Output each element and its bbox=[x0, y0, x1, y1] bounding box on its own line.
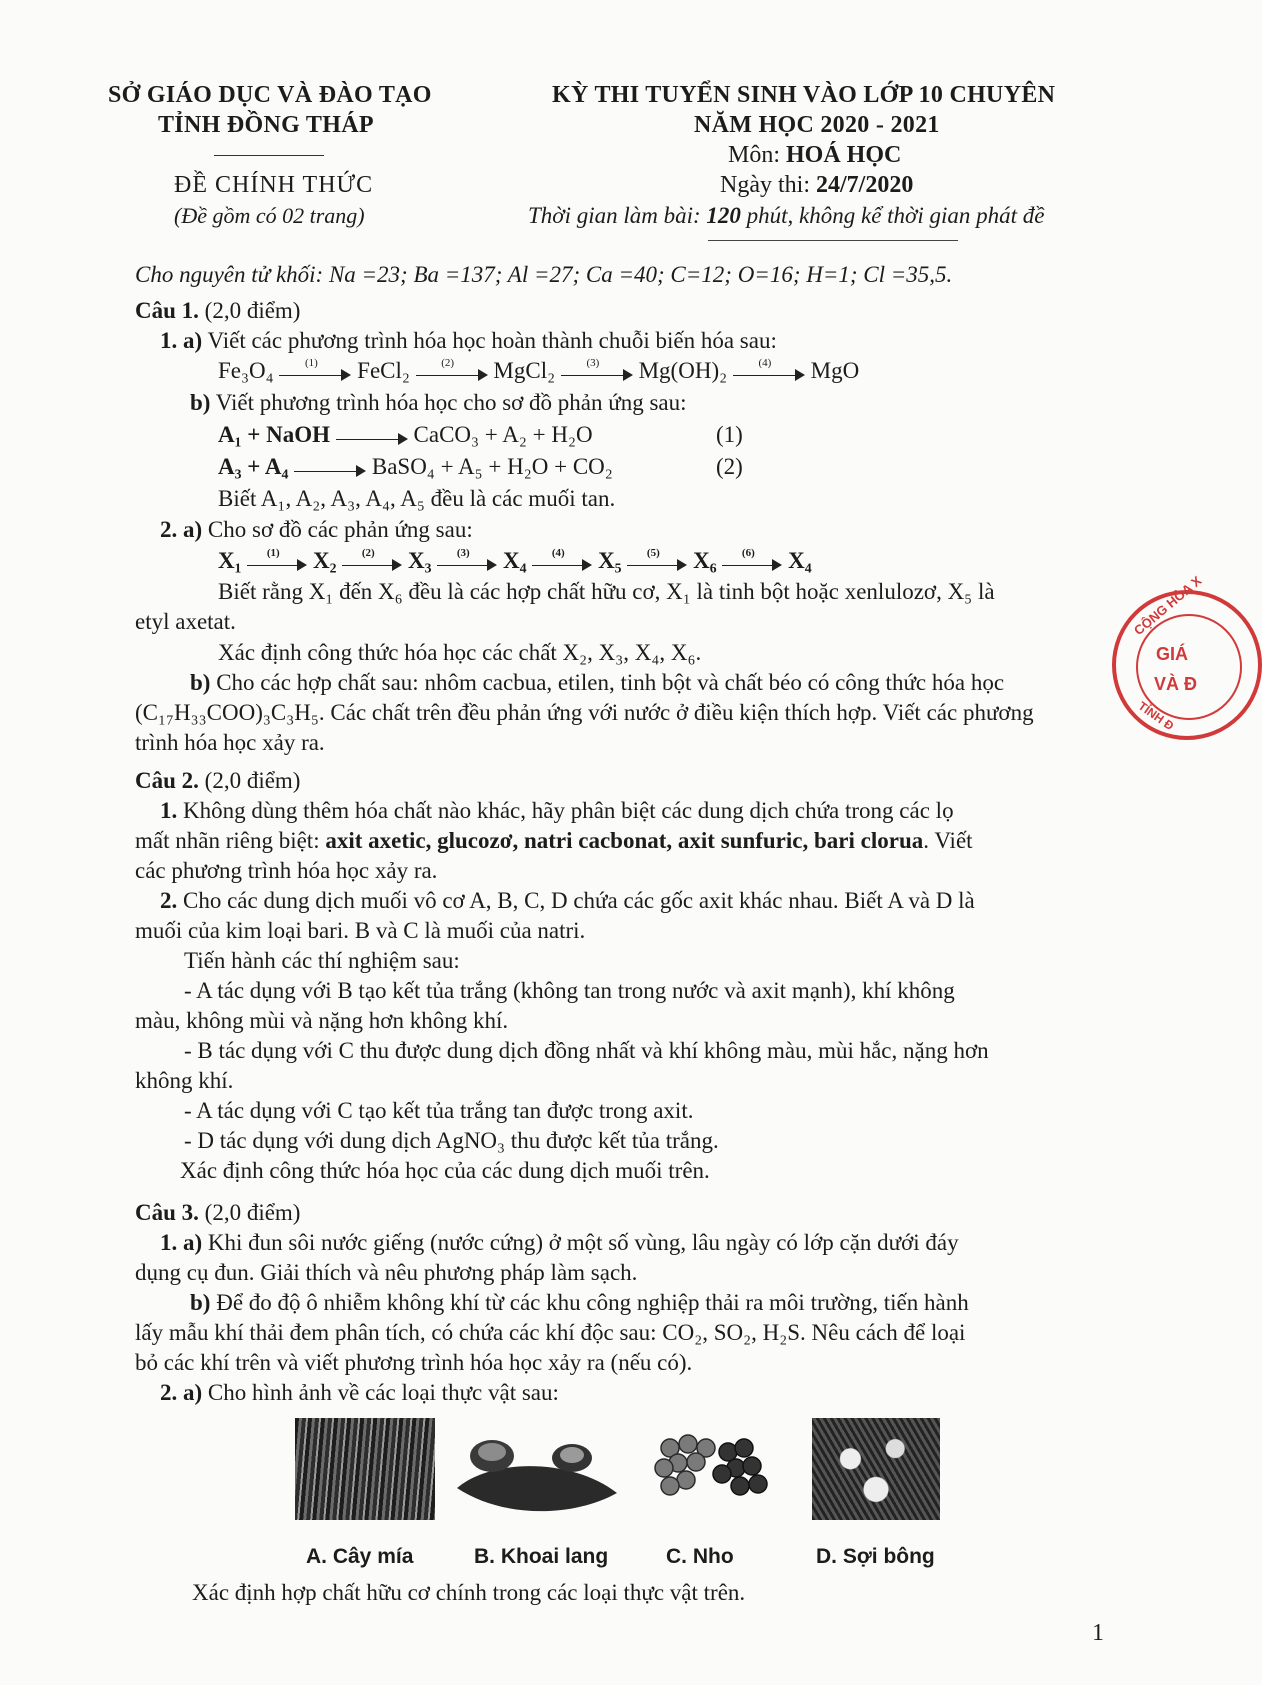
q2-heading bbox=[135, 768, 300, 794]
stamp-mid2: VÀ Đ bbox=[1154, 674, 1198, 694]
reaction-arrow bbox=[627, 546, 687, 573]
duration-suffix: phút, không kể thời gian phát đề bbox=[740, 203, 1045, 228]
arrow-number: (6) bbox=[741, 546, 755, 559]
exam-title: KỲ THI TUYỂN SINH VÀO LỚP 10 CHUYÊN bbox=[552, 82, 1056, 108]
q2-exp2-line2: không khí. bbox=[135, 1068, 234, 1093]
q3-1a-line1 bbox=[160, 1230, 959, 1256]
exam-date-label: Ngày thi: bbox=[720, 172, 816, 198]
equation-1 bbox=[218, 422, 593, 448]
reaction-arrow bbox=[416, 356, 488, 383]
chain2-item: X₄ bbox=[788, 548, 812, 573]
q3-1b-label: b) bbox=[190, 1290, 211, 1315]
q3-2a-text: Cho hình ảnh về các loại thực vật sau: bbox=[202, 1380, 559, 1405]
subject-value: HOÁ HỌC bbox=[786, 142, 902, 168]
reaction-arrow bbox=[342, 546, 402, 573]
q1-1b bbox=[190, 390, 687, 416]
q1-1b-note: Biết A₁, A₂, A₃, A₄, A₅ đều là các muối tan. bbox=[218, 486, 616, 511]
eq1-left: A₁ + NaOH bbox=[218, 422, 331, 447]
q3-2a-label: 2. a) bbox=[160, 1380, 203, 1405]
arrow-number: (3) bbox=[586, 356, 600, 369]
q3-2a bbox=[160, 1380, 559, 1406]
q3-1b-line1 bbox=[190, 1290, 969, 1316]
chain2-item: X₂ bbox=[313, 548, 337, 573]
q1-2b-text: Cho các hợp chất sau: nhôm cacbua, etilen, tinh bột và chất béo có công thức hóa học bbox=[210, 670, 1005, 695]
q2-1-line1 bbox=[160, 798, 954, 824]
q3-2a-final: Xác định hợp chất hữu cơ chính trong các loại thực vật trên. bbox=[192, 1580, 746, 1605]
q2-2-line2: muối của kim loại bari. B và C là muối của natri. bbox=[135, 918, 586, 943]
chain-2 bbox=[218, 548, 812, 574]
header-divider bbox=[214, 155, 324, 156]
q1-1b-label: b) bbox=[190, 390, 211, 415]
province-name: TỈNH ĐỒNG THÁP bbox=[158, 112, 374, 138]
q1-1b-text: Viết phương trình hóa học cho sơ đồ phản ứng sau: bbox=[210, 390, 687, 415]
reaction-arrow bbox=[437, 546, 497, 573]
chain1-item: MgO bbox=[810, 358, 860, 383]
subject-line bbox=[728, 142, 901, 169]
cotton-image bbox=[812, 1418, 940, 1520]
subject-label: Môn: bbox=[728, 142, 787, 168]
arrow-number: (2) bbox=[441, 356, 455, 369]
q1-2a-note-1: Biết rằng X₁ đến X₆ đều là các hợp chất hữu cơ, X₁ là tinh bột hoặc xenlulozơ, X₅ là bbox=[218, 579, 995, 604]
reaction-arrow bbox=[294, 459, 366, 479]
arrow-number: (1) bbox=[266, 546, 280, 559]
q2-1-label: 1. bbox=[160, 798, 178, 823]
q2-exp3: - A tác dụng với C tạo kết tủa trắng tan được trong axit. bbox=[184, 1098, 694, 1123]
arrow-number: (2) bbox=[361, 546, 375, 559]
q2-exp1-line1: - A tác dụng với B tạo kết tủa trắng (không tan trong nước và axit mạnh), khí không bbox=[184, 978, 955, 1003]
q3-1b-text: Để đo độ ô nhiễm không khí từ các khu công nghiệp thải ra môi trường, tiến hành bbox=[210, 1290, 969, 1315]
grapes-image bbox=[640, 1418, 780, 1520]
q3-heading bbox=[135, 1200, 300, 1226]
chain1-item: FeCl₂ bbox=[357, 358, 410, 383]
dept-name: SỞ GIÁO DỤC VÀ ĐÀO TẠO bbox=[108, 82, 432, 108]
q3-title: Câu 3. bbox=[135, 1200, 199, 1225]
q2-2-text: Cho các dung dịch muối vô cơ A, B, C, D chứa các gốc axit khác nhau. Biết A và D là bbox=[177, 888, 975, 913]
arrow-number: (4) bbox=[758, 356, 772, 369]
q1-2b-line3: trình hóa học xảy ra. bbox=[135, 730, 325, 755]
reaction-arrow bbox=[532, 546, 592, 573]
q1-heading bbox=[135, 298, 300, 324]
chain1-item: Mg(OH)₂ bbox=[638, 358, 728, 383]
q1-2a-label: 2. a) bbox=[160, 517, 203, 542]
q2-1-chemicals: axit axetic, glucozơ, natri cacbonat, axit sunfuric, bari clorua bbox=[325, 828, 924, 853]
q1-2a-text: Cho sơ đồ các phản ứng sau: bbox=[202, 517, 473, 542]
page-number: 1 bbox=[1092, 1620, 1104, 1646]
q2-exp2-line1: - B tác dụng với C thu được dung dịch đồng nhất và khí không màu, mùi hắc, nặng hơn bbox=[184, 1038, 989, 1063]
q2-1-line2 bbox=[135, 828, 973, 854]
chain2-item: X₃ bbox=[408, 548, 432, 573]
chain1-item: MgCl₂ bbox=[493, 358, 556, 383]
q1-1a-label: 1. a) bbox=[160, 328, 203, 353]
q1-2b-line2: (C₁₇H₃₃COO)₃C₃H₅. Các chất trên đều phản ứng với nước ở điều kiện thích hợp. Viết các phương bbox=[135, 700, 1034, 725]
page-count-note: (Đề gồm có 02 trang) bbox=[174, 203, 365, 228]
q2-1-text: Không dùng thêm hóa chất nào khác, hãy phân biệt các dung dịch chứa trong các lọ bbox=[177, 798, 954, 823]
q1-2a-note-2: etyl axetat. bbox=[135, 609, 236, 634]
sweet-potato-image bbox=[452, 1418, 622, 1520]
reaction-arrow bbox=[247, 546, 307, 573]
q3-1a-line2: dụng cụ đun. Giải thích và nêu phương pháp làm sạch. bbox=[135, 1260, 638, 1285]
exam-date-value: 24/7/2020 bbox=[816, 172, 914, 198]
chain2-item: X₆ bbox=[693, 548, 717, 573]
q1-2a-note-3: Xác định công thức hóa học các chất X₂, X₃, X₄, X₆. bbox=[218, 640, 702, 665]
chain2-item: X₄ bbox=[503, 548, 527, 573]
eq2-right: BaSO₄ + A₅ + H₂O + CO₂ bbox=[371, 454, 613, 479]
q3-1b-line3: bỏ các khí trên và viết phương trình hóa học xảy ra (nếu có). bbox=[135, 1350, 693, 1375]
q1-2a bbox=[160, 517, 473, 543]
arrow-number: (3) bbox=[456, 546, 470, 559]
caption-d: D. Sợi bông bbox=[816, 1545, 935, 1568]
official-exam-label: ĐỀ CHÍNH THỨC bbox=[174, 172, 374, 198]
caption-c: C. Nho bbox=[666, 1545, 734, 1568]
reaction-arrow bbox=[336, 427, 408, 447]
chain-1 bbox=[218, 358, 859, 384]
q3-1a-text: Khi đun sôi nước giếng (nước cứng) ở một số vùng, lâu ngày có lớp cặn dưới đáy bbox=[202, 1230, 959, 1255]
eq1-number: (1) bbox=[716, 422, 743, 447]
caption-b: B. Khoai lang bbox=[474, 1545, 609, 1568]
caption-a: A. Cây mía bbox=[306, 1545, 414, 1568]
reaction-arrow bbox=[279, 356, 351, 383]
reaction-arrow bbox=[733, 356, 805, 383]
stamp-top-text: CỘNG HÒA X bbox=[1130, 572, 1205, 639]
q3-points: (2,0 điểm) bbox=[198, 1200, 301, 1225]
stamp-bottom-text: TỈNH Đ bbox=[1135, 698, 1177, 734]
exam-date-line bbox=[720, 172, 913, 199]
duration-line bbox=[528, 203, 1044, 229]
q2-2-line3: Tiến hành các thí nghiệm sau: bbox=[184, 948, 460, 973]
reaction-arrow bbox=[561, 356, 633, 383]
stamp-mid1: GIÁ bbox=[1156, 644, 1189, 664]
q2-final: Xác định công thức hóa học của các dung dịch muối trên. bbox=[180, 1158, 710, 1183]
q1-1a bbox=[160, 328, 777, 354]
chain1-item: Fe₃O₄ bbox=[218, 358, 274, 383]
q1-2b-label: b) bbox=[190, 670, 211, 695]
q3-1b-line2: lấy mẫu khí thải đem phân tích, có chứa các khí độc sau: CO₂, SO₂, H₂S. Nêu cách để loại bbox=[135, 1320, 966, 1345]
q2-1-line3: các phương trình hóa học xảy ra. bbox=[135, 858, 438, 883]
q2-exp1-line2: màu, không mùi và nặng hơn không khí. bbox=[135, 1008, 509, 1033]
q1-points: (2,0 điểm) bbox=[198, 298, 301, 323]
arrow-number: (1) bbox=[304, 356, 318, 369]
duration-label: Thời gian làm bài: bbox=[528, 203, 707, 228]
q2-points: (2,0 điểm) bbox=[198, 768, 301, 793]
q1-2b-line1 bbox=[190, 670, 1004, 696]
header-rule bbox=[708, 240, 958, 241]
school-year: NĂM HỌC 2020 - 2021 bbox=[694, 112, 940, 138]
q2-2-label: 2. bbox=[160, 888, 178, 913]
eq2-left: A₃ + A₄ bbox=[218, 454, 289, 479]
q2-title: Câu 2. bbox=[135, 768, 199, 793]
q1-1a-text: Viết các phương trình hóa học hoàn thành chuỗi biến hóa sau: bbox=[202, 328, 777, 353]
official-stamp bbox=[1112, 572, 1262, 740]
q2-1-text2c: . Viết bbox=[923, 828, 973, 853]
arrow-number: (5) bbox=[646, 546, 660, 559]
arrow-number: (4) bbox=[551, 546, 565, 559]
sugarcane-image bbox=[295, 1418, 435, 1520]
q2-2-line1 bbox=[160, 888, 975, 914]
chain2-item: X₅ bbox=[598, 548, 622, 573]
eq1-right: CaCO₃ + A₂ + H₂O bbox=[413, 422, 593, 447]
equation-2 bbox=[218, 454, 613, 480]
reaction-arrow bbox=[722, 546, 782, 573]
q2-1-text2a: mất nhãn riêng biệt: bbox=[135, 828, 326, 853]
q2-exp4: - D tác dụng với dung dịch AgNO₃ thu được kết tủa trắng. bbox=[184, 1128, 719, 1153]
eq2-number: (2) bbox=[716, 454, 743, 479]
atomic-masses: Cho nguyên tử khối: Na =23; Ba =137; Al =27; Ca =40; C=12; O=16; H=1; Cl =35,5. bbox=[135, 262, 953, 287]
q1-title: Câu 1. bbox=[135, 298, 199, 323]
q3-1a-label: 1. a) bbox=[160, 1230, 203, 1255]
chain2-item: X₁ bbox=[218, 548, 242, 573]
duration-value: 120 bbox=[706, 203, 741, 228]
